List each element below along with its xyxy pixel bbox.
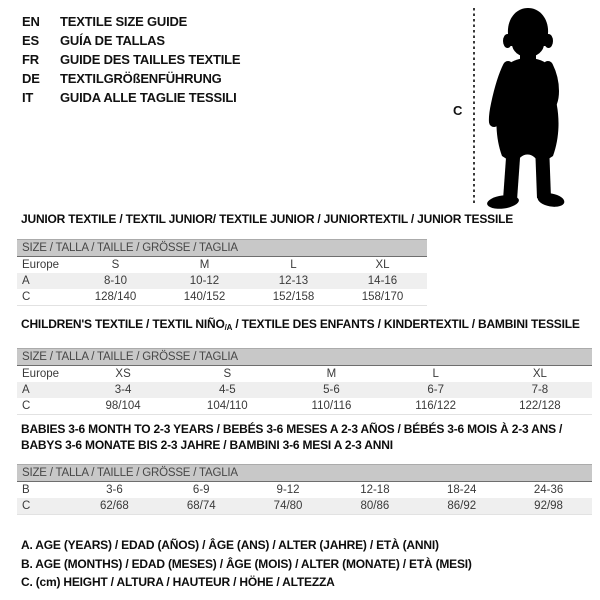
- size-cell: 110/116: [279, 398, 383, 415]
- size-cell: 116/122: [384, 398, 488, 415]
- language-title-list: [22, 12, 240, 107]
- size-cell: 14-16: [367, 275, 398, 287]
- children-size-table: [17, 348, 592, 415]
- size-header-row: [17, 240, 427, 257]
- size-cell: 24-36: [533, 484, 564, 496]
- size-cell: 12-13: [278, 275, 309, 287]
- size-cell: 7-8: [531, 384, 549, 396]
- junior-section: [17, 211, 514, 306]
- size-cell: 3-6: [106, 484, 123, 496]
- size-cell: 62/68: [71, 498, 158, 515]
- size-cell: L: [432, 368, 439, 380]
- lang-row-fr: [22, 50, 240, 69]
- size-cell: 3-4: [114, 384, 132, 396]
- row-label: A: [22, 384, 30, 396]
- size-header: SIZE / TALLA / TAILLE / GRÖSSE / TAGLIA: [17, 465, 592, 482]
- size-cell: XS: [115, 368, 131, 380]
- height-measure-dashed-line: [473, 8, 475, 206]
- lang-code: EN: [22, 14, 40, 29]
- children-heading-subscript: /A: [224, 323, 233, 332]
- lang-label: TEXTILE SIZE GUIDE: [60, 14, 188, 29]
- size-cell: 98/104: [71, 398, 175, 415]
- babies-size-table: [17, 464, 592, 515]
- table-row: [17, 257, 427, 274]
- row-label: C: [17, 289, 71, 306]
- children-heading-text: CHILDREN'S TEXTILE / TEXTIL NIÑO: [21, 317, 225, 331]
- size-cell: 10-12: [189, 275, 220, 287]
- size-cell: S: [111, 259, 120, 271]
- size-cell: L: [290, 259, 297, 271]
- table-row: [17, 366, 592, 383]
- size-cell: M: [199, 259, 210, 271]
- lang-row-de: [22, 69, 240, 88]
- size-cell: 12-18: [360, 484, 390, 496]
- measurement-legend: [21, 536, 472, 592]
- lang-code: ES: [22, 33, 39, 48]
- lang-label: GUIDE DES TAILLES TEXTILE: [60, 52, 241, 67]
- babies-heading-line2: BABYS 3-6 MONATE BIS 2-3 JAHRE / BAMBINI 3-6 MESI A 2-3 ANNI: [21, 438, 393, 452]
- legend-line-b: B. AGE (MONTHS) / EDAD (MESES) / ÂGE (MOIS) / ALTER (MONATE) / ETÀ (MESI): [21, 556, 472, 571]
- size-cell: 158/170: [338, 289, 427, 306]
- lang-code: FR: [22, 52, 39, 67]
- size-cell: S: [223, 368, 232, 380]
- lang-code: DE: [22, 71, 40, 86]
- junior-size-table: [17, 239, 427, 306]
- size-cell: M: [326, 368, 337, 380]
- table-row: [17, 382, 592, 398]
- table-row: [17, 273, 427, 289]
- babies-section: [17, 421, 592, 515]
- table-row: [17, 482, 592, 499]
- size-header-row: [17, 349, 592, 366]
- junior-heading: JUNIOR TEXTILE / TEXTIL JUNIOR/ TEXTILE JUNIOR / JUNIORTEXTIL / JUNIOR TESSILE: [21, 212, 514, 226]
- size-cell: XL: [375, 259, 390, 271]
- lang-label: GUÍA DE TALLAS: [60, 33, 165, 48]
- size-header: SIZE / TALLA / TAILLE / GRÖSSE / TAGLIA: [17, 349, 592, 366]
- table-row: [17, 289, 427, 306]
- lang-row-it: [22, 88, 240, 107]
- table-row: [17, 498, 592, 515]
- size-cell: 6-7: [427, 384, 444, 396]
- size-cell: 122/128: [488, 398, 592, 415]
- children-heading-text: / TEXTILE DES ENFANTS / KINDERTEXTIL / BAMBINI TESSILE: [232, 317, 580, 331]
- size-cell: 18-24: [447, 484, 477, 496]
- table-row: [17, 398, 592, 415]
- size-cell: 86/92: [418, 498, 505, 515]
- size-cell: 80/86: [331, 498, 418, 515]
- lang-label: TEXTILGRÖßENFÜHRUNG: [60, 71, 222, 86]
- children-section: [17, 316, 592, 415]
- size-cell: 8-10: [103, 275, 128, 287]
- size-cell: 92/98: [505, 498, 592, 515]
- row-label: C: [17, 398, 71, 415]
- size-cell: 4-5: [218, 384, 236, 396]
- legend-line-c: C. (cm) HEIGHT / ALTURA / HAUTEUR / HÖHE / ALTEZZA: [21, 575, 335, 589]
- size-cell: 68/74: [158, 498, 245, 515]
- size-cell: 104/110: [175, 398, 279, 415]
- row-label: A: [22, 275, 30, 287]
- baby-silhouette-image: [479, 4, 575, 210]
- size-header: SIZE / TALLA / TAILLE / GRÖSSE / TAGLIA: [17, 240, 427, 257]
- size-cell: XL: [532, 368, 547, 380]
- lang-row-en: [22, 12, 240, 31]
- row-label: Europe: [22, 368, 60, 380]
- height-measure-label: C: [453, 103, 463, 118]
- row-label: C: [17, 498, 71, 515]
- lang-label: GUIDA ALLE TAGLIE TESSILI: [60, 90, 237, 105]
- size-cell: 152/158: [249, 289, 338, 306]
- size-cell: 9-12: [276, 484, 300, 496]
- lang-code: IT: [22, 90, 34, 105]
- size-cell: 140/152: [160, 289, 249, 306]
- size-header-row: [17, 465, 592, 482]
- row-label: B: [22, 484, 30, 496]
- size-cell: 74/80: [245, 498, 332, 515]
- lang-row-es: [22, 31, 240, 50]
- children-heading: [21, 316, 592, 336]
- size-cell: 6-9: [192, 484, 210, 496]
- row-label: Europe: [22, 259, 60, 271]
- babies-heading-line1: BABIES 3-6 MONTH TO 2-3 YEARS / BEBÉS 3-6 MESES A 2-3 AÑOS / BÉBÉS 3-6 MOIS À 2-3 ANS /: [21, 422, 563, 436]
- size-cell: 128/140: [71, 289, 160, 306]
- legend-line-a: A. AGE (YEARS) / EDAD (AÑOS) / ÂGE (ANS) / ALTER (JAHRE) / ETÀ (ANNI): [21, 538, 439, 552]
- size-cell: 5-6: [323, 384, 340, 396]
